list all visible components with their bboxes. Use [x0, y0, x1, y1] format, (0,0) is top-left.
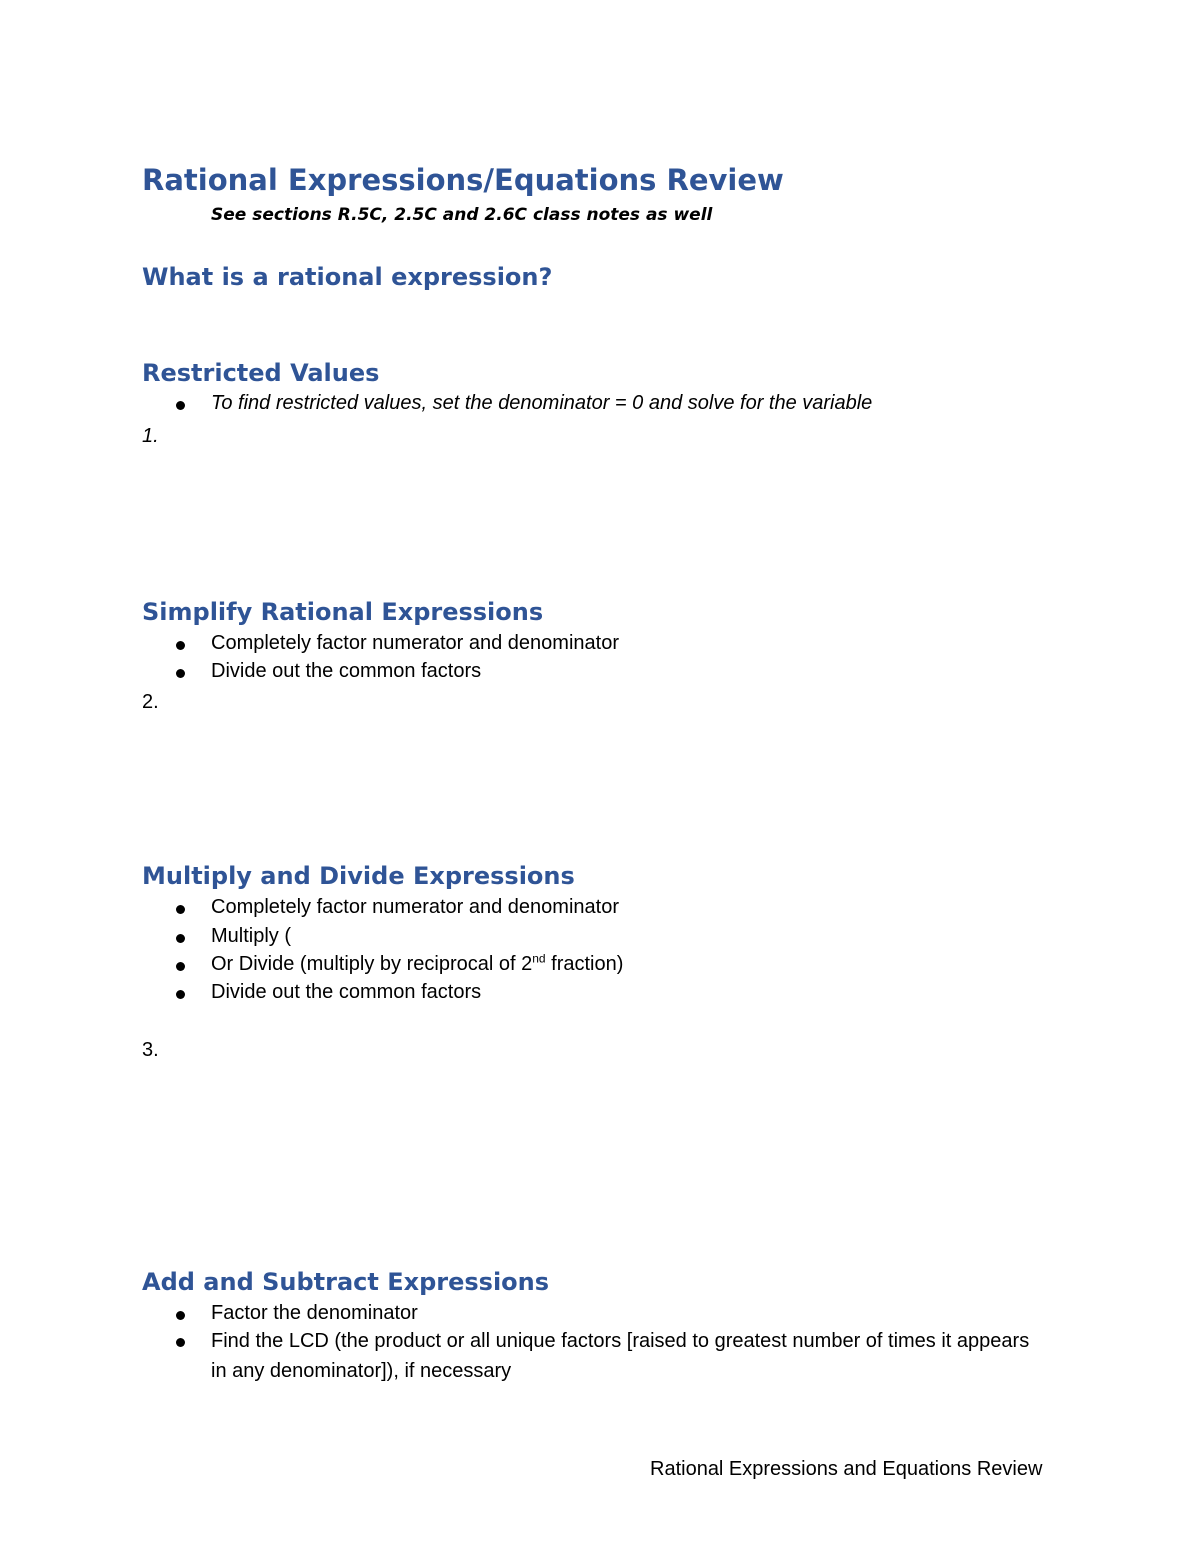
list-item-text	[211, 952, 623, 976]
bullet-icon	[176, 962, 185, 971]
bullet-icon	[176, 934, 185, 943]
list-item-text: Divide out the common factors	[211, 660, 482, 682]
heading-multiply-and-divide: Multiply and Divide Expressions	[142, 862, 575, 890]
list-item-text-main: Or Divide (multiply by reciprocal of 2	[211, 953, 533, 975]
problem-number-3: 3.	[142, 1039, 159, 1061]
heading-simplify-rational-expressions: Simplify Rational Expressions	[142, 598, 544, 626]
bullet-icon	[176, 669, 185, 678]
subtitle-note: See sections R.5C, 2.5C and 2.6C class notes as well	[211, 205, 713, 225]
list-item-text: Multiply (	[211, 925, 292, 947]
page-footer: Rational Expressions and Equations Review	[650, 1458, 1043, 1480]
bullet-icon	[176, 1311, 185, 1320]
list-item-text: Completely factor numerator and denominator	[211, 896, 619, 918]
page-title: Rational Expressions/Equations Review	[142, 163, 784, 197]
list-item-text: Completely factor numerator and denominator	[211, 632, 619, 654]
heading-restricted-values: Restricted Values	[142, 359, 380, 387]
bullet-icon	[176, 905, 185, 914]
list-item-text: Divide out the common factors	[211, 981, 482, 1003]
bullet-icon	[176, 401, 185, 410]
list-item-text: Find the LCD (the product or all unique factors [raised to greatest number of times it appears in any denominator]), if necessary	[211, 1330, 1030, 1382]
heading-what-is-rational-expression: What is a rational expression?	[142, 263, 553, 291]
problem-number-1: 1.	[142, 425, 159, 447]
ordinal-suffix: nd	[532, 951, 546, 966]
bullet-icon	[176, 1338, 185, 1347]
list-item-text: Factor the denominator	[211, 1302, 418, 1324]
bullet-icon	[176, 641, 185, 650]
list-item-text-tail: fraction)	[545, 953, 624, 975]
bullet-icon	[176, 990, 185, 999]
problem-number-2: 2.	[142, 691, 159, 713]
heading-add-and-subtract: Add and Subtract Expressions	[142, 1268, 550, 1296]
list-item-text: To find restricted values, set the denominator = 0 and solve for the variable	[211, 392, 873, 414]
